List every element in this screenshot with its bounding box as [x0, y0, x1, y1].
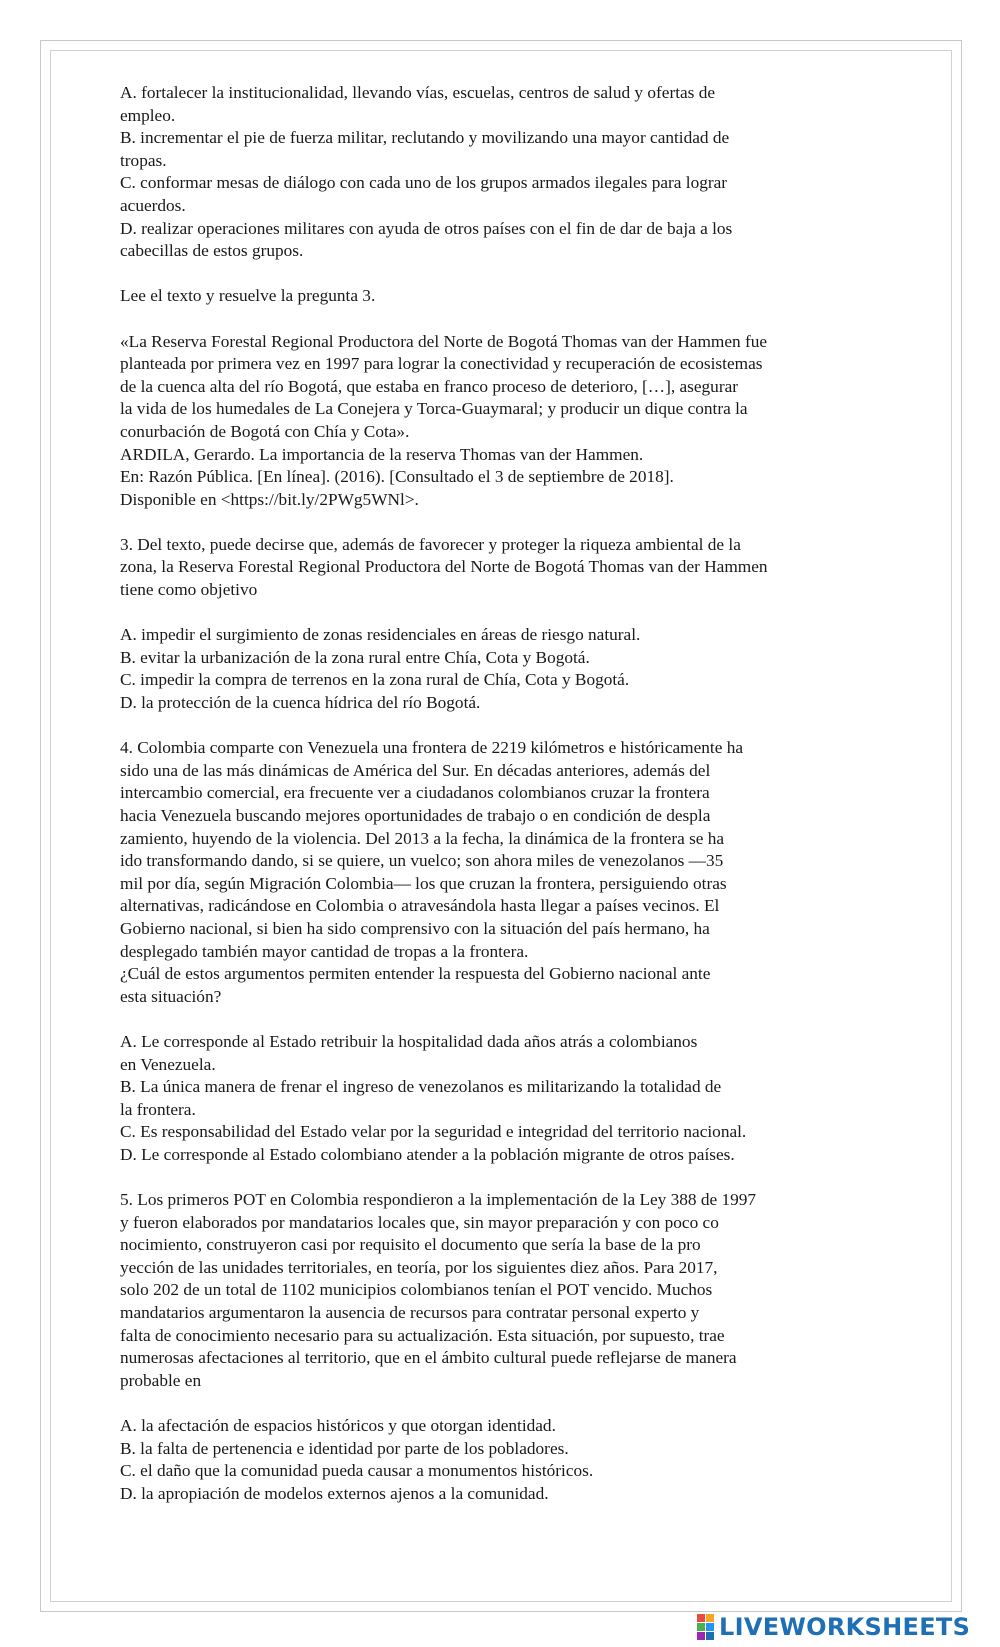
- logo-square: [706, 1632, 714, 1640]
- text-line: planteada por primera vez en 1997 para lograr la conectividad y recuperación de ecosistemas: [120, 354, 763, 374]
- logo-square: [697, 1614, 705, 1622]
- text-line: D. la protección de la cuenca hídrica del río Bogotá.: [120, 693, 481, 713]
- text-line: cabecillas de estos grupos.: [120, 241, 304, 261]
- logo-square: [697, 1632, 705, 1640]
- logo-square: [697, 1623, 705, 1631]
- text-line: B. incrementar el pie de fuerza militar, reclutando y movilizando una mayor cantidad de: [120, 128, 730, 148]
- text-line: 4. Colombia comparte con Venezuela una frontera de 2219 kilómetros e históricamente ha: [120, 738, 744, 758]
- text-line: esta situación?: [120, 986, 222, 1006]
- liveworksheets-logo-icon: [697, 1614, 714, 1640]
- text-line: Disponible en <https://bit.ly/2PWg5WNl>.: [120, 489, 419, 509]
- text-line: intercambio comercial, era frecuente ver a ciudadanos colombianos cruzar la frontera: [120, 783, 710, 803]
- text-line: zona, la Reserva Forestal Regional Productora del Norte de Bogotá Thomas van der Hammen: [120, 557, 768, 577]
- text-line: tiene como objetivo: [120, 580, 258, 600]
- text-line: 3. Del texto, puede decirse que, además de favorecer y proteger la riqueza ambiental de la: [120, 534, 741, 554]
- blank-line: [120, 715, 880, 738]
- blank-line: [120, 1008, 880, 1031]
- text-line: 5. Los primeros POT en Colombia respondieron a la implementación de la Ley 388 de 1997: [120, 1190, 757, 1210]
- text-line: ido transformando dando, si se quiere, un vuelco; son ahora miles de venezolanos —35: [120, 851, 724, 871]
- text-line: Gobierno nacional, si bien ha sido comprensivo con la situación del país hermano, ha: [120, 918, 710, 938]
- text-line: A. la afectación de espacios históricos y que otorgan identidad.: [120, 1416, 556, 1436]
- text-line: C. conformar mesas de diálogo con cada uno de los grupos armados ilegales para lograr: [120, 173, 728, 193]
- text-line: zamiento, huyendo de la violencia. Del 2013 a la fecha, la dinámica de la frontera se ha: [120, 828, 725, 848]
- text-line: D. la apropiación de modelos externos ajenos a la comunidad.: [120, 1483, 549, 1503]
- text-line: A. impedir el surgimiento de zonas residenciales en áreas de riesgo natural.: [120, 625, 641, 645]
- text-line: hacia Venezuela buscando mejores oportunidades de trabajo o en condición de despla: [120, 806, 711, 825]
- text-line: mandatarios argumentaron la ausencia de recursos para contratar personal experto y: [120, 1303, 700, 1323]
- blank-line: [120, 511, 880, 534]
- text-line: B. evitar la urbanización de la zona rural entre Chía, Cota y Bogotá.: [120, 647, 590, 667]
- blank-line: [120, 308, 880, 331]
- text-line: yección de las unidades territoriales, en teoría, por los siguientes diez años. Para 2017,: [120, 1257, 718, 1277]
- text-line: alternativas, radicándose en Colombia o atravesándola hasta llegar a países vecinos. El: [120, 896, 720, 916]
- text-line: B. la falta de pertenencia e identidad por parte de los pobladores.: [120, 1438, 569, 1458]
- liveworksheets-logo-text: LIVEWORKSHEETS: [719, 1613, 971, 1641]
- blank-line: [120, 1392, 880, 1415]
- text-line: acuerdos.: [120, 195, 186, 215]
- text-line: y fueron elaborados por mandatarios locales que, sin mayor preparación y con poco co: [120, 1212, 719, 1232]
- text-line: de la cuenca alta del río Bogotá, que estaba en franco proceso de deterioro, […], asegurar: [120, 376, 738, 396]
- text-line: A. fortalecer la institucionalidad, llevando vías, escuelas, centros de salud y ofertas de: [120, 83, 716, 102]
- text-line: la frontera.: [120, 1099, 196, 1119]
- text-line: empleo.: [120, 105, 176, 125]
- text-line: falta de conocimiento necesario para su actualización. Esta situación, por supuesto, trae: [120, 1325, 725, 1345]
- text-line: conurbación de Bogotá con Chía y Cota».: [120, 421, 410, 441]
- text-line: mil por día, según Migración Colombia— los que cruzan la frontera, persiguiendo otras: [120, 873, 727, 893]
- text-line: ARDILA, Gerardo. La importancia de la reserva Thomas van der Hammen.: [120, 444, 644, 464]
- text-line: probable en: [120, 1370, 202, 1390]
- text-line: solo 202 de un total de 1102 municipios colombianos tenían el POT vencido. Muchos: [120, 1280, 713, 1300]
- text-line: numerosas afectaciones al territorio, que en el ámbito cultural puede reflejarse de manera: [120, 1348, 737, 1368]
- blank-line: [120, 1167, 880, 1190]
- logo-square: [706, 1623, 714, 1631]
- text-line: C. Es responsabilidad del Estado velar por la seguridad e integridad del territorio nacional.: [120, 1122, 747, 1142]
- text-line: C. el daño que la comunidad pueda causar a monumentos históricos.: [120, 1461, 594, 1481]
- text-line: desplegado también mayor cantidad de tropas a la frontera.: [120, 941, 529, 961]
- worksheet-text: [120, 82, 880, 1505]
- liveworksheets-logo[interactable]: [697, 1612, 970, 1642]
- text-line: nocimiento, construyeron casi por requisito el documento que sería la base de la pro: [120, 1235, 701, 1255]
- text-line: En: Razón Pública. [En línea]. (2016). [Consultado el 3 de septiembre de 2018].: [120, 467, 674, 487]
- text-line: C. impedir la compra de terrenos en la zona rural de Chía, Cota y Bogotá.: [120, 670, 630, 690]
- text-line: D. realizar operaciones militares con ayuda de otros países con el fin de dar de baja a los: [120, 218, 733, 238]
- text-line: D. Le corresponde al Estado colombiano atender a la población migrante de otros países.: [120, 1144, 735, 1164]
- text-line: en Venezuela.: [120, 1054, 216, 1074]
- text-line: sido una de las más dinámicas de América del Sur. En décadas anteriores, además del: [120, 760, 711, 780]
- blank-line: [120, 602, 880, 625]
- text-line: la vida de los humedales de La Conejera y Torca-Guaymaral; y producir un dique contra la: [120, 399, 748, 419]
- text-line: tropas.: [120, 150, 167, 170]
- text-line: A. Le corresponde al Estado retribuir la hospitalidad dada años atrás a colombianos: [120, 1031, 698, 1051]
- text-line: «La Reserva Forestal Regional Productora del Norte de Bogotá Thomas van der Hammen fue: [120, 331, 768, 351]
- text-line: ¿Cuál de estos argumentos permiten entender la respuesta del Gobierno nacional ante: [120, 964, 711, 984]
- blank-line: [120, 263, 880, 286]
- text-line: Lee el texto y resuelve la pregunta 3.: [120, 286, 376, 306]
- logo-square: [706, 1614, 714, 1622]
- text-line: B. La única manera de frenar el ingreso de venezolanos es militarizando la totalidad de: [120, 1077, 722, 1097]
